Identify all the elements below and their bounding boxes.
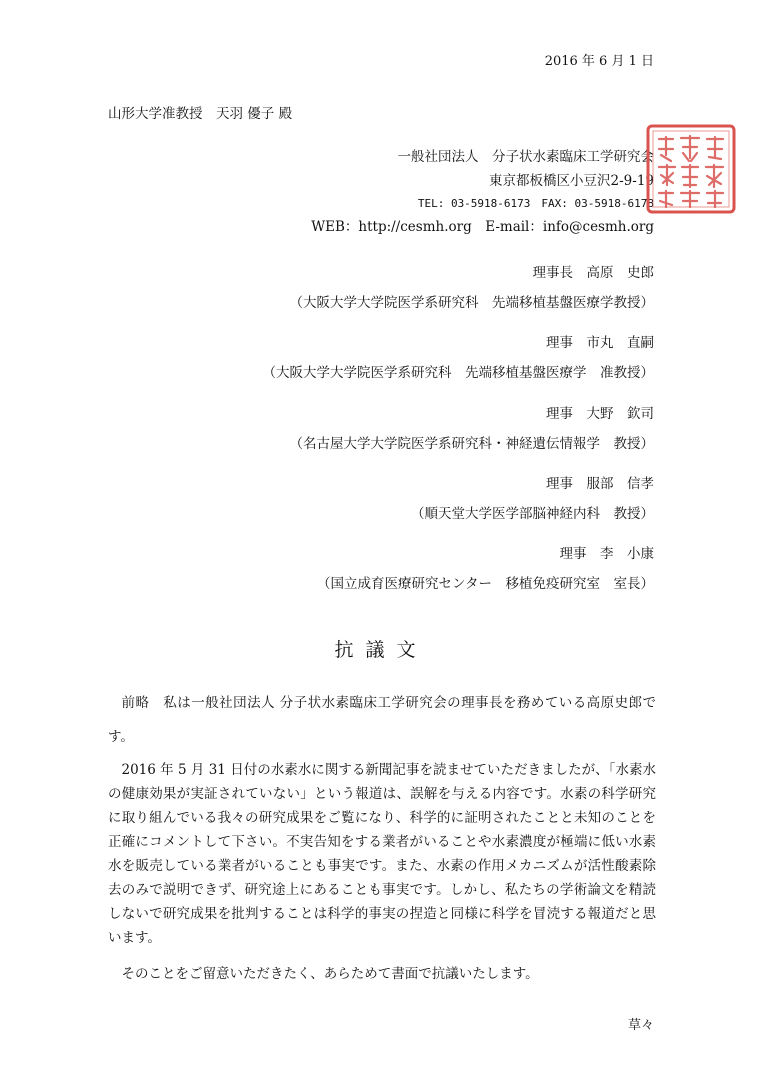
closing-sentence: そのことをご留意いただきたく、あらためて書面で抗議いたします。 (121, 966, 539, 982)
member-name: 理事 大野 欽司 (546, 406, 654, 422)
paragraph-main: 2016 年 5 月 31 日付の水素水に関する新聞記事を読ませていただきましたが、「水素水の健康効果が実証されていない」という報道は、誤解を与える内容です。水素の科学研究に取り組んでいる我々の研究成果をご覧になり、科学的に証明されたことと未知のことを正確にコメントして下さい。不実告知をする業者がいることや水素濃度が極端に低い水素水を販売している業者がいることも事実です。また、水素の作用メカニズムが活性酸素除去のみで説明できず、研究途上にあることも事実です。しかし、私たちの学術論文を精読しないで研究成果を批判することは科学的事実の捏造と同様に科学を冒涜する報道だと思います。 (108, 762, 656, 946)
organization-web-email: WEB：http://cesmh.org E-mail：info@cesmh.org (311, 219, 654, 235)
member-name: 理事 李 小康 (559, 546, 654, 562)
letter-date: 2016 年 6 月 1 日 (544, 54, 654, 69)
member-name: 理事長 高原 史郎 (532, 265, 654, 281)
member-5 (317, 543, 654, 595)
letter-body (108, 686, 656, 950)
organization-block (234, 145, 654, 239)
member-name: 理事 市丸 直嗣 (546, 335, 654, 351)
member-affiliation: （大阪大学大学院医学系研究科 先端移植基盤医療学教授） (289, 295, 654, 311)
organization-tel-fax: TEL: 03-5918-6173 FAX: 03-5918-6178 (417, 197, 654, 210)
seal-stamp-icon (645, 123, 737, 215)
member-4 (411, 473, 654, 525)
organization-name: 一般社団法人 分子状水素臨床工学研究会 (397, 149, 654, 165)
organization-address: 東京都板橋区小豆沢2-9-19 (489, 173, 654, 189)
member-affiliation: （名古屋大学大学院医学系研究科・神経遺伝情報学 教授） (289, 436, 654, 452)
sign-off: 草々 (627, 1018, 654, 1033)
member-3 (290, 403, 655, 455)
document-title: 抗議文 (334, 639, 428, 661)
member-affiliation: （国立成育医療研究センター 移植免疫研究室 室長） (317, 576, 654, 592)
member-name: 理事 服部 信孝 (546, 476, 654, 492)
member-affiliation: （順天堂大学医学部脳神経内科 教授） (411, 506, 654, 522)
member-affiliation: （大阪大学大学院医学系研究科 先端移植基盤医療学 准教授） (262, 365, 654, 381)
paragraph-intro: 前略 私は一般社団法人 分子状水素臨床工学研究会の理事長を務めている高原史郎です。 (108, 695, 656, 745)
member-1 (290, 262, 655, 314)
addressee: 山形大学准教授 天羽 優子 殿 (108, 106, 293, 122)
member-2 (263, 332, 655, 384)
